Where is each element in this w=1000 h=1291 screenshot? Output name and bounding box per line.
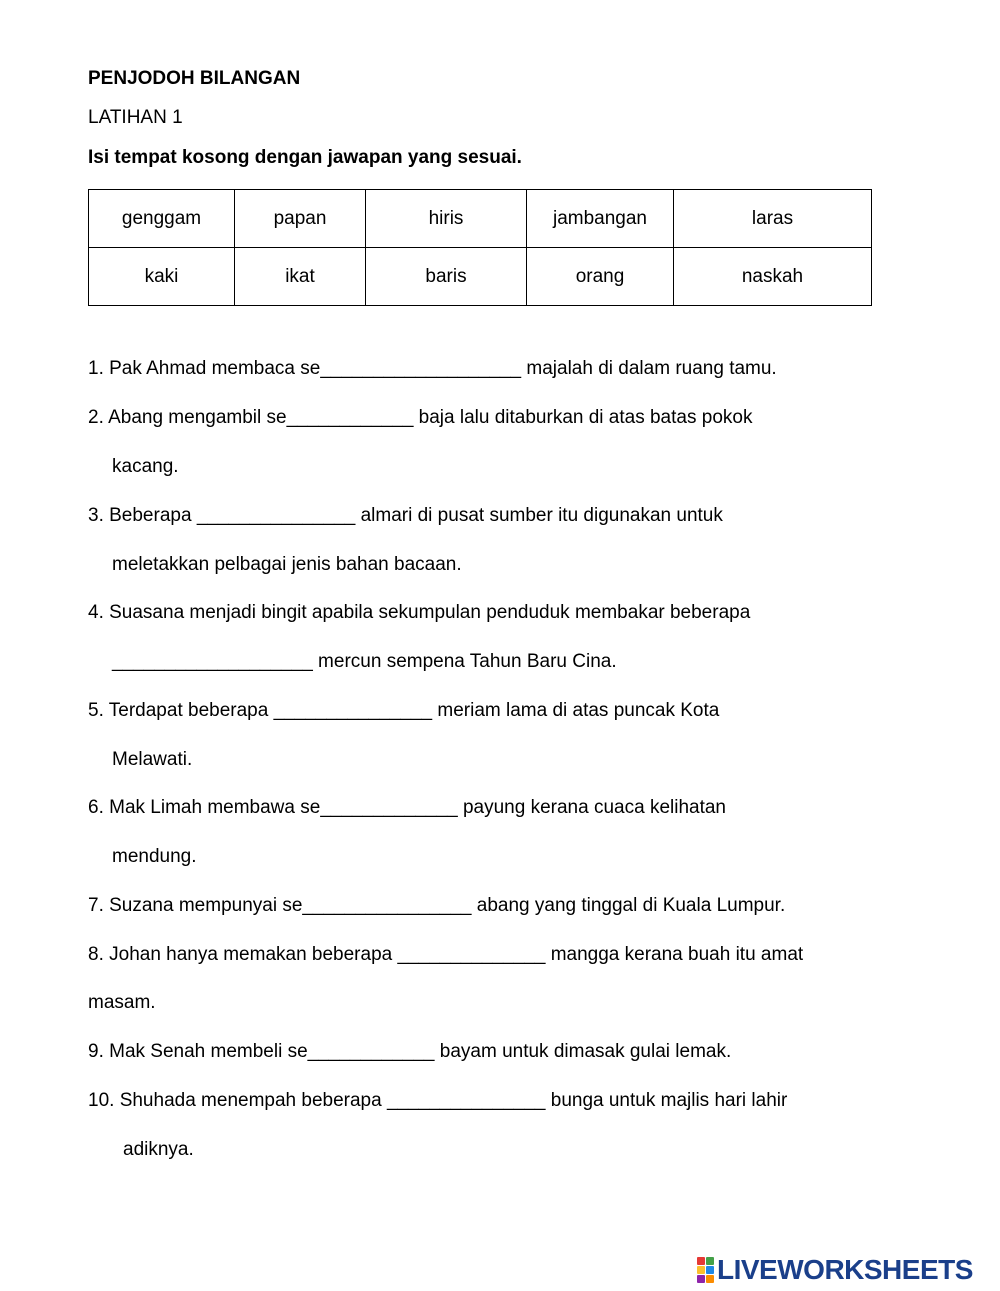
word-bank-row [89, 190, 872, 248]
instruction-text: Isi tempat kosong dengan jawapan yang sesuai. [88, 147, 522, 168]
question-text: mangga kerana buah itu amat [545, 944, 804, 965]
answer-blank-7[interactable]: ________________ [302, 895, 472, 916]
question-6 [88, 796, 726, 820]
question-text: payung kerana cuaca kelihatan [457, 797, 727, 818]
question-text: abang yang tinggal di Kuala Lumpur. [471, 895, 786, 916]
word-bank-cell: ikat [235, 248, 366, 306]
logo-tile [706, 1275, 714, 1283]
question-7 [88, 894, 785, 918]
answer-blank-9[interactable]: ____________ [307, 1041, 435, 1062]
word-bank-cell: orang [527, 248, 674, 306]
word-bank-row [89, 248, 872, 306]
question-2-continuation: kacang. [112, 456, 179, 477]
word-bank-cell: hiris [366, 190, 527, 248]
word-bank-table [88, 189, 872, 306]
word-bank-cell: genggam [89, 190, 235, 248]
question-text: majalah di dalam ruang tamu. [521, 358, 777, 379]
question-3 [88, 504, 723, 528]
question-8-continuation: masam. [88, 992, 156, 1013]
question-text: 1. Pak Ahmad membaca se [88, 358, 321, 379]
question-text: 6. Mak Limah membawa se [88, 797, 321, 818]
answer-blank-8[interactable]: ______________ [397, 944, 546, 965]
question-1 [88, 357, 777, 381]
question-text: 7. Suzana mempunyai se [88, 895, 303, 916]
question-9 [88, 1040, 731, 1064]
answer-blank-2[interactable]: ____________ [286, 407, 414, 428]
answer-blank-10[interactable]: _______________ [386, 1090, 546, 1111]
question-text: almari di pusat sumber itu digunakan untuk [355, 505, 723, 526]
page-title: PENJODOH BILANGAN [88, 68, 301, 89]
logo-tile [697, 1257, 705, 1265]
answer-blank-1[interactable]: ___________________ [320, 358, 522, 379]
question-text: 8. Johan hanya memakan beberapa [88, 944, 398, 965]
question-5-continuation: Melawati. [112, 749, 193, 770]
question-10-continuation: adiknya. [123, 1139, 194, 1160]
question-5 [88, 699, 719, 723]
question-text: 3. Beberapa [88, 505, 197, 526]
logo-tile [697, 1266, 705, 1274]
logo-text: LIVEWORKSHEETS [717, 1254, 973, 1285]
word-bank-cell: kaki [89, 248, 235, 306]
answer-blank-5[interactable]: _______________ [273, 700, 433, 721]
question-text: 9. Mak Senah membeli se [88, 1041, 308, 1062]
question-3-continuation: meletakkan pelbagai jenis bahan bacaan. [112, 554, 462, 575]
question-4: 4. Suasana menjadi bingit apabila sekumpulan penduduk membakar beberapa [88, 602, 751, 623]
answer-blank-3[interactable]: _______________ [196, 505, 356, 526]
question-text: bunga untuk majlis hari lahir [545, 1090, 788, 1111]
exercise-label: LATIHAN 1 [88, 107, 183, 128]
question-8 [88, 943, 803, 967]
question-10 [88, 1089, 787, 1113]
logo-tile [697, 1275, 705, 1283]
question-6-continuation: mendung. [112, 846, 197, 867]
question-text: meriam lama di atas puncak Kota [432, 700, 720, 721]
question-4-continuation [112, 650, 617, 674]
question-text: 10. Shuhada menempah beberapa [88, 1090, 387, 1111]
logo-tile [706, 1257, 714, 1265]
word-bank-cell: papan [235, 190, 366, 248]
question-text: 5. Terdapat beberapa [88, 700, 274, 721]
word-bank-cell: jambangan [527, 190, 674, 248]
question-text: baja lalu ditaburkan di atas batas pokok [413, 407, 753, 428]
word-bank-cell: laras [674, 190, 872, 248]
word-bank-cell: naskah [674, 248, 872, 306]
question-text: bayam untuk dimasak gulai lemak. [434, 1041, 732, 1062]
question-2 [88, 406, 752, 430]
question-text: 2. Abang mengambil se [88, 407, 287, 428]
word-bank-cell: baris [366, 248, 527, 306]
answer-blank-4[interactable]: ___________________ [112, 651, 313, 672]
logo-tiles-icon [697, 1257, 714, 1283]
question-text: mercun sempena Tahun Baru Cina. [312, 651, 617, 672]
logo-tile [706, 1266, 714, 1274]
answer-blank-6[interactable]: _____________ [320, 797, 458, 818]
liveworksheets-logo[interactable] [697, 1254, 973, 1286]
